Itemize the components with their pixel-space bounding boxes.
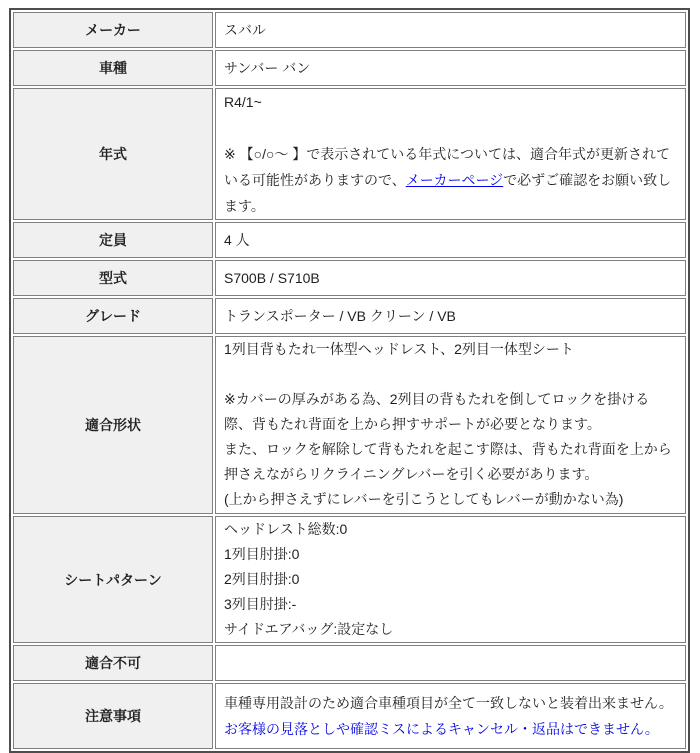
shape-para2: また、ロックを解除して背もたれを起こす際は、背もたれ背面を上から押さえながらリクライニングレバーを引く必要があります。 xyxy=(224,441,672,482)
row-seat-pattern xyxy=(13,516,686,643)
seat-pattern-line: サイドエアバッグ:設定なし xyxy=(224,621,394,637)
not-compatible-value xyxy=(215,645,686,681)
caution-value xyxy=(215,683,686,749)
model-value: サンバー バン xyxy=(215,50,686,86)
row-model-code xyxy=(13,260,686,296)
seat-pattern-label: シートパターン xyxy=(13,516,213,643)
shape-value xyxy=(215,336,686,514)
row-caution xyxy=(13,683,686,749)
row-model xyxy=(13,50,686,86)
maker-label: メーカー xyxy=(13,12,213,48)
year-label: 年式 xyxy=(13,88,213,220)
year-note-suffix: で必ずご確認をお願い致します。 xyxy=(224,172,672,214)
row-shape xyxy=(13,336,686,514)
maker-page-link[interactable]: メーカーページ xyxy=(405,172,504,188)
caution-line-blue: お客様の見落としや確認ミスによるキャンセル・返品はできません。 xyxy=(224,721,659,737)
year-main-text: R4/1~ xyxy=(224,94,262,110)
blank-line xyxy=(224,362,677,387)
row-grade xyxy=(13,298,686,334)
shape-para3: (上から押さえずにレバーを引こうとしてもレバーが動かない為) xyxy=(224,491,624,507)
vehicle-spec-table xyxy=(9,8,690,753)
model-code-label: 型式 xyxy=(13,260,213,296)
blank-line xyxy=(224,115,677,141)
seat-pattern-line: 1列目肘掛:0 xyxy=(224,546,300,562)
capacity-value: 4 人 xyxy=(215,222,686,258)
row-capacity xyxy=(13,222,686,258)
grade-label: グレード xyxy=(13,298,213,334)
model-code-value: S700B / S710B xyxy=(215,260,686,296)
caution-label: 注意事項 xyxy=(13,683,213,749)
caution-line-black: 車種専用設計のため適合車種項目が全て一致しないと装着出来ません。 xyxy=(224,695,673,711)
year-note-prefix: ※ 【○/○～ 】で表示されている年式については、適合年式が更新されている可能性がありますので、 xyxy=(224,146,671,188)
row-maker xyxy=(13,12,686,48)
shape-label: 適合形状 xyxy=(13,336,213,514)
year-value xyxy=(215,88,686,220)
seat-pattern-value xyxy=(215,516,686,643)
grade-value: トランスポーター / VB クリーン / VB xyxy=(215,298,686,334)
shape-para1: ※カバーの厚みがある為、2列目の背もたれを倒してロックを掛ける際、背もたれ背面を上から押すサポートが必要となります。 xyxy=(224,391,650,432)
year-note xyxy=(224,141,677,219)
seat-pattern-line: 3列目肘掛:- xyxy=(224,596,297,612)
seat-pattern-line: 2列目肘掛:0 xyxy=(224,571,300,587)
capacity-label: 定員 xyxy=(13,222,213,258)
seat-pattern-line: ヘッドレスト総数:0 xyxy=(224,521,348,537)
maker-value: スバル xyxy=(215,12,686,48)
not-compatible-label: 適合不可 xyxy=(13,645,213,681)
shape-line1: 1列目背もたれ一体型ヘッドレスト、2列目一体型シート xyxy=(224,341,574,357)
row-year xyxy=(13,88,686,220)
model-label: 車種 xyxy=(13,50,213,86)
row-not-compatible xyxy=(13,645,686,681)
